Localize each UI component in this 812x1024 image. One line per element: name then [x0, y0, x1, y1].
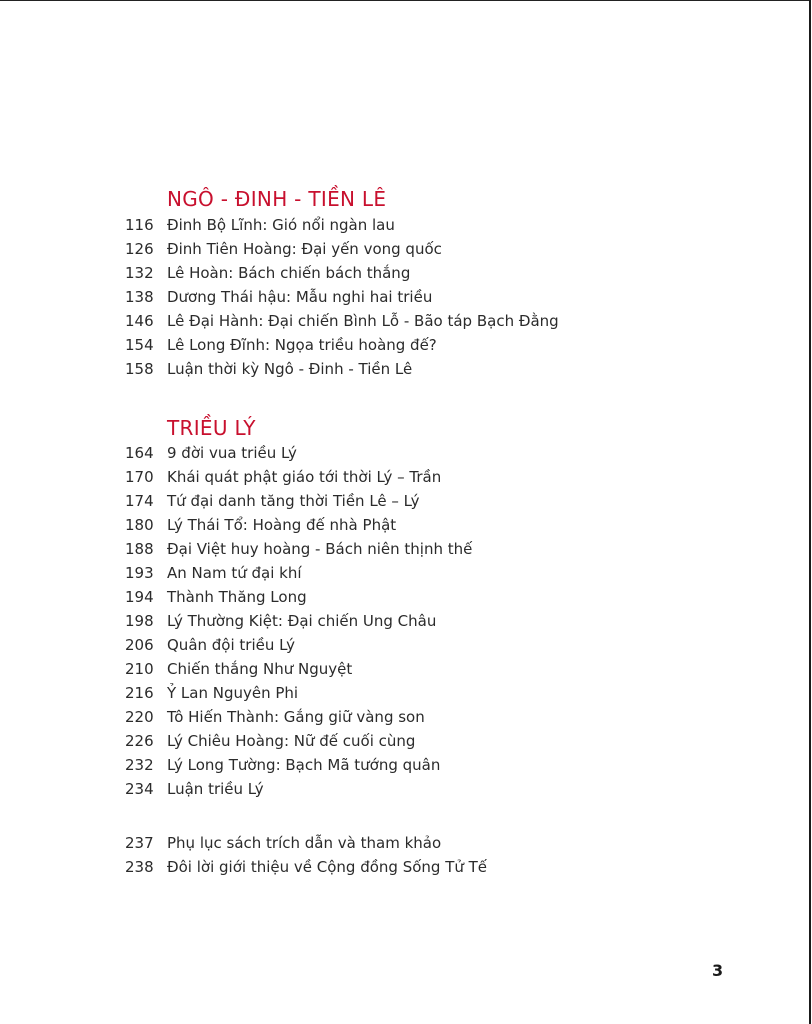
toc-page-number: 194 — [125, 588, 154, 606]
toc-entry-title: Lý Long Tường: Bạch Mã tướng quân — [167, 756, 441, 774]
toc-entry-title: Phụ lục sách trích dẫn và tham khảo — [167, 834, 442, 852]
toc-page-number: 126 — [125, 240, 154, 258]
toc-entry-title: Dương Thái hậu: Mẫu nghi hai triều — [167, 288, 433, 306]
toc-entry[interactable] — [0, 213, 760, 237]
toc-page-number: 216 — [125, 684, 154, 702]
section-title-ngo-dinh-tien-le: NGÔ - ĐINH - TIỀN LÊ — [167, 187, 387, 211]
toc-page-number: 237 — [125, 834, 154, 852]
toc-entry-title: Tô Hiến Thành: Gắng giữ vàng son — [167, 708, 425, 726]
toc-list-ngo-dinh-tien-le — [0, 213, 760, 381]
toc-page-number: 238 — [125, 858, 154, 876]
toc-page-number: 193 — [125, 564, 154, 582]
toc-entry-title: Chiến thắng Như Nguyệt — [167, 660, 353, 678]
toc-entry-title: Lê Đại Hành: Đại chiến Bình Lỗ - Bão táp Bạch Đằng — [167, 312, 559, 330]
toc-entry[interactable] — [0, 357, 760, 381]
toc-page-number: 232 — [125, 756, 154, 774]
page-right-border — [809, 0, 811, 1024]
toc-entry-title: Luận triều Lý — [167, 780, 264, 798]
toc-page-number: 220 — [125, 708, 154, 726]
toc-entry-title: Lý Thái Tổ: Hoàng đế nhà Phật — [167, 516, 397, 534]
toc-entry[interactable] — [0, 777, 760, 801]
toc-entry[interactable] — [0, 657, 760, 681]
toc-page-number: 158 — [125, 360, 154, 378]
toc-entry[interactable] — [0, 729, 760, 753]
toc-entry-title: Tứ đại danh tăng thời Tiền Lê – Lý — [167, 492, 420, 510]
toc-page-number: 198 — [125, 612, 154, 630]
toc-entry-title: Đinh Tiên Hoàng: Đại yến vong quốc — [167, 240, 442, 258]
toc-list-appendix — [0, 831, 760, 879]
page-top-border — [0, 0, 810, 1]
toc-entry[interactable] — [0, 753, 760, 777]
toc-entry[interactable] — [0, 537, 760, 561]
toc-page-number: 180 — [125, 516, 154, 534]
toc-page-number: 146 — [125, 312, 154, 330]
toc-entry-title: Lý Thường Kiệt: Đại chiến Ung Châu — [167, 612, 437, 630]
toc-entry[interactable] — [0, 261, 760, 285]
toc-entry[interactable] — [0, 561, 760, 585]
toc-entry-title: Ỷ Lan Nguyên Phi — [167, 684, 299, 702]
toc-entry[interactable] — [0, 831, 760, 855]
toc-entry-title: 9 đời vua triều Lý — [167, 444, 297, 462]
toc-page-number: 210 — [125, 660, 154, 678]
toc-entry-title: Lê Long Đĩnh: Ngọa triều hoàng đế? — [167, 336, 437, 354]
toc-entry[interactable] — [0, 489, 760, 513]
toc-page-number: 226 — [125, 732, 154, 750]
toc-entry[interactable] — [0, 237, 760, 261]
toc-entry[interactable] — [0, 585, 760, 609]
toc-entry[interactable] — [0, 681, 760, 705]
toc-page-number: 188 — [125, 540, 154, 558]
toc-entry-title: Thành Thăng Long — [167, 588, 307, 606]
toc-entry[interactable] — [0, 309, 760, 333]
toc-entry[interactable] — [0, 285, 760, 309]
toc-entry[interactable] — [0, 609, 760, 633]
toc-entry-title: Đinh Bộ Lĩnh: Gió nổi ngàn lau — [167, 216, 395, 234]
toc-page-number: 174 — [125, 492, 154, 510]
toc-entry[interactable] — [0, 441, 760, 465]
toc-page-number: 206 — [125, 636, 154, 654]
toc-page-number: 116 — [125, 216, 154, 234]
toc-page-number: 164 — [125, 444, 154, 462]
toc-entry-title: Đại Việt huy hoàng - Bách niên thịnh thế — [167, 540, 473, 558]
toc-page-number: 132 — [125, 264, 154, 282]
section-title-trieu-ly: TRIỀU LÝ — [167, 416, 256, 440]
page-number: 3 — [712, 961, 724, 980]
toc-entry[interactable] — [0, 333, 760, 357]
toc-entry-title: Luận thời kỳ Ngô - Đinh - Tiền Lê — [167, 360, 413, 378]
toc-entry-title: Quân đội triều Lý — [167, 636, 295, 654]
toc-entry-title: Đôi lời giới thiệu về Cộng đồng Sống Tử Tế — [167, 858, 488, 876]
toc-page-number: 138 — [125, 288, 154, 306]
toc-list-trieu-ly — [0, 441, 760, 801]
toc-entry-title: Khái quát phật giáo tới thời Lý – Trần — [167, 468, 442, 486]
toc-entry-title: Lý Chiêu Hoàng: Nữ đế cuối cùng — [167, 732, 416, 750]
toc-page-number: 154 — [125, 336, 154, 354]
toc-page-number: 170 — [125, 468, 154, 486]
toc-entry[interactable] — [0, 855, 760, 879]
toc-entry-title: Lê Hoàn: Bách chiến bách thắng — [167, 264, 411, 282]
toc-entry-title: An Nam tứ đại khí — [167, 564, 302, 582]
toc-page-number: 234 — [125, 780, 154, 798]
toc-entry[interactable] — [0, 465, 760, 489]
toc-entry[interactable] — [0, 705, 760, 729]
toc-entry[interactable] — [0, 513, 760, 537]
toc-entry[interactable] — [0, 633, 760, 657]
